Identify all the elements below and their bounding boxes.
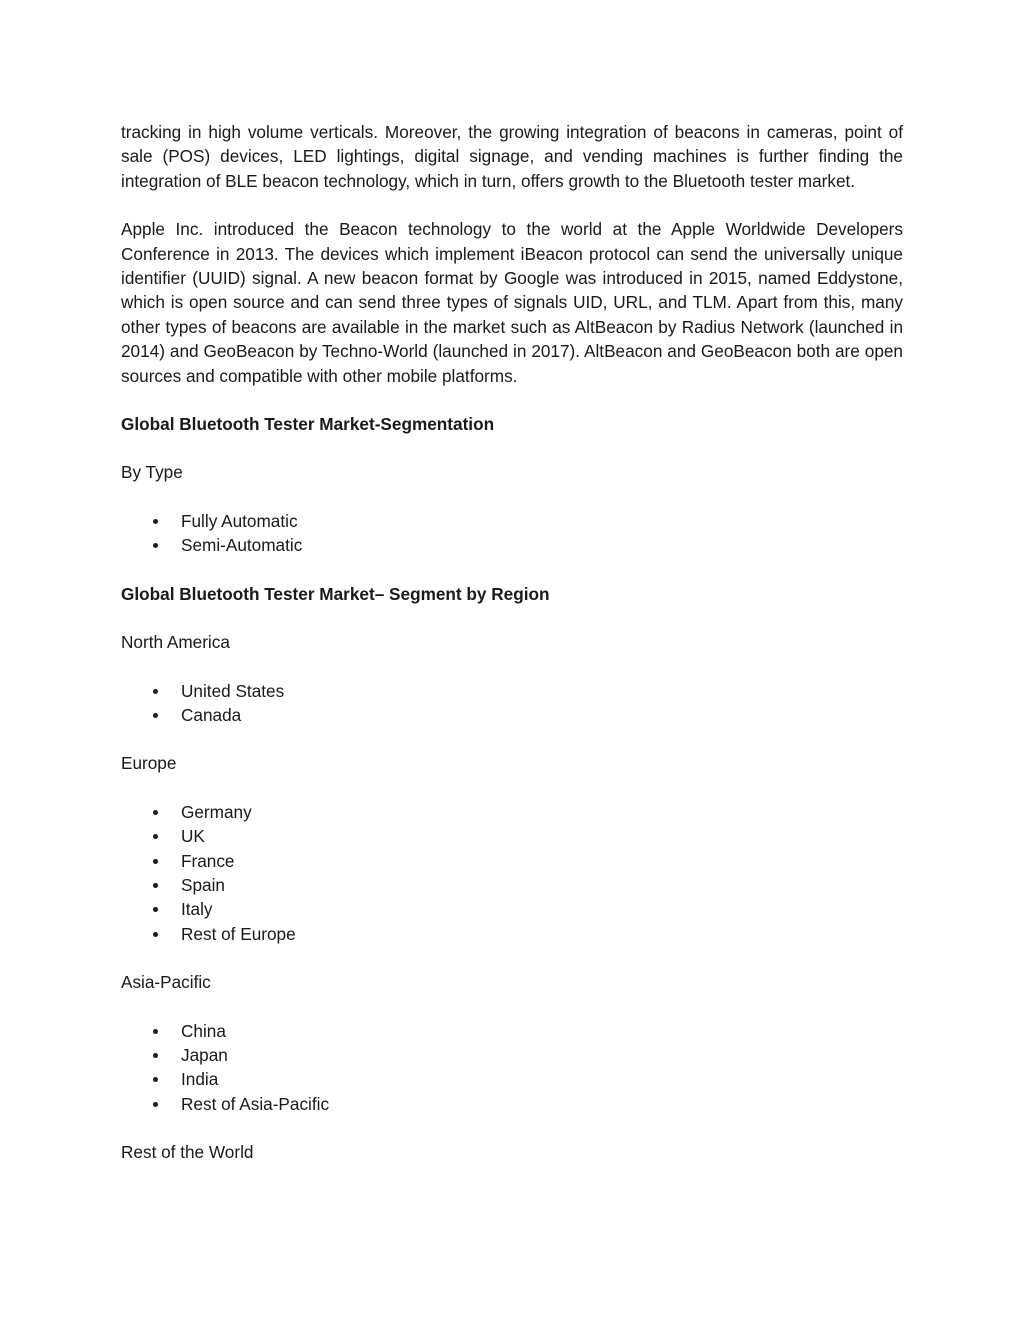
asia-pacific-label: Asia-Pacific (121, 972, 211, 993)
list-item: Rest of Asia-Pacific (121, 1092, 903, 1116)
bullet-icon (153, 859, 158, 864)
list-item: China (121, 1019, 903, 1043)
region-heading: Global Bluetooth Tester Market– Segment by Region (121, 583, 550, 604)
list-item: Germany (121, 800, 903, 824)
asia-pacific-list (121, 1019, 903, 1117)
type-list (121, 509, 903, 558)
bullet-icon (153, 932, 158, 937)
bullet-icon (153, 713, 158, 718)
list-item: Semi-Automatic (121, 533, 903, 557)
segmentation-heading: Global Bluetooth Tester Market-Segmentation (121, 414, 495, 435)
bullet-icon (153, 1077, 158, 1082)
bullet-icon (153, 519, 158, 524)
europe-list (121, 800, 903, 946)
beacon-history-paragraph: Apple Inc. introduced the Beacon technology to the world at the Apple Worldwide Developers Conference in 2013. The devices which implement iBeacon protocol can send the universally unique identifier (UUID) signal. A new beacon format by Google was introduced in 2015, named Eddystone, which is open source and can send three types of signals UID, URL, and TLM. Apart from this, many other types of beacons are available in the market such as AltBeacon by Radius Network (launched in 2014) and GeoBeacon by Techno-World (launched in 2017). AltBeacon and GeoBeacon both are open sources and compatible with other mobile platforms. (121, 219, 903, 386)
list-item: India (121, 1067, 903, 1091)
europe-label: Europe (121, 753, 177, 774)
rest-of-world-label: Rest of the World (121, 1142, 254, 1163)
by-type-label: By Type (121, 462, 183, 483)
bullet-icon (153, 543, 158, 548)
bullet-icon (153, 834, 158, 839)
bullet-icon (153, 907, 158, 912)
list-item: Spain (121, 873, 903, 897)
list-item: Italy (121, 897, 903, 921)
bullet-icon (153, 1053, 158, 1058)
list-item: UK (121, 824, 903, 848)
list-item: United States (121, 679, 903, 703)
list-item: Canada (121, 703, 903, 727)
list-item: Japan (121, 1043, 903, 1067)
bullet-icon (153, 883, 158, 888)
list-item: Fully Automatic (121, 509, 903, 533)
north-america-label: North America (121, 632, 230, 653)
bullet-icon (153, 810, 158, 815)
intro-paragraph: tracking in high volume verticals. Moreover, the growing integration of beacons in cameras, point of sale (POS) devices, LED lightings, digital signage, and vending machines is further finding the integration of BLE beacon technology, which in turn, offers growth to the Bluetooth tester market. (121, 122, 903, 191)
bullet-icon (153, 1029, 158, 1034)
list-item: France (121, 849, 903, 873)
bullet-icon (153, 689, 158, 694)
bullet-icon (153, 1102, 158, 1107)
north-america-list (121, 679, 903, 728)
list-item: Rest of Europe (121, 922, 903, 946)
